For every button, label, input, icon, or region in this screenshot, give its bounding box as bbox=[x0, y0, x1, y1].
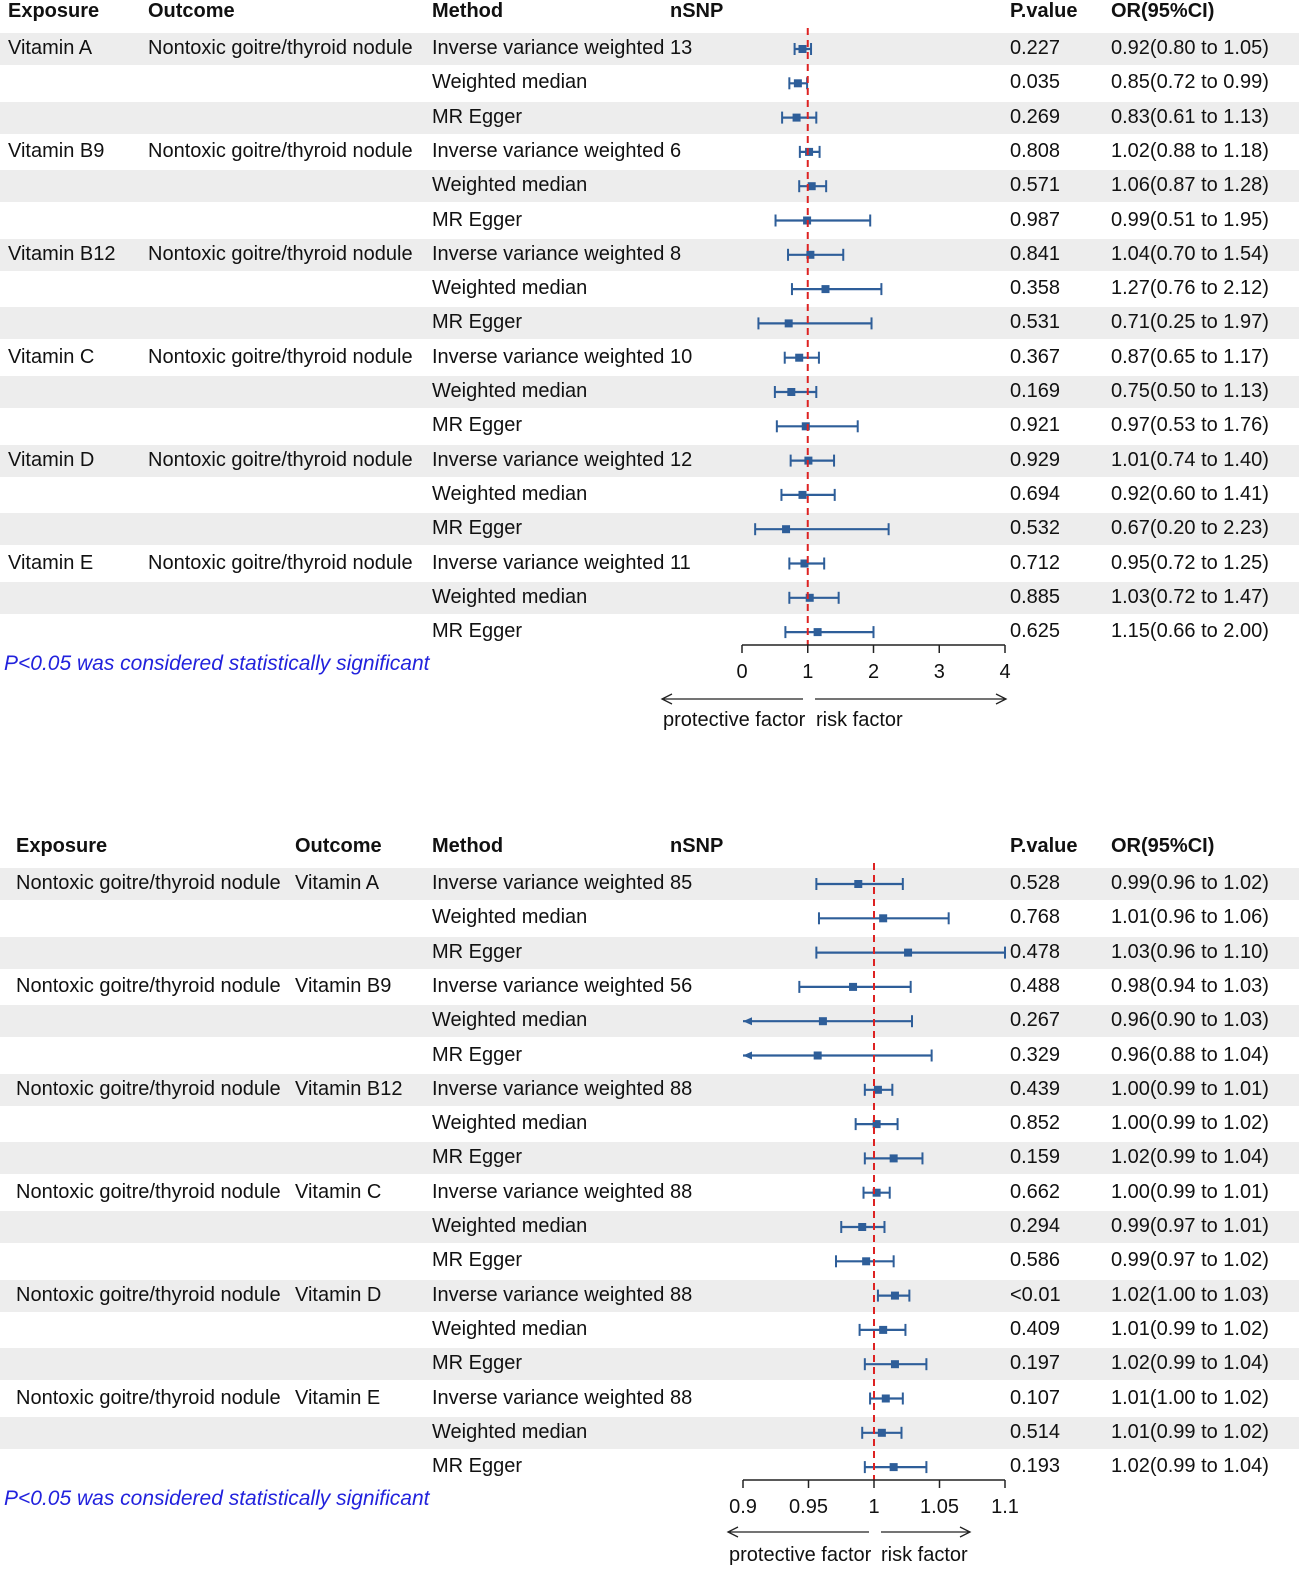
outcome-cell: Nontoxic goitre/thyroid nodule bbox=[148, 345, 413, 368]
method-cell: Weighted median bbox=[432, 906, 588, 929]
or-ci-cell: 0.99(0.97 to 1.01) bbox=[1111, 1215, 1269, 1237]
method-cell: Inverse variance weighted bbox=[432, 1386, 665, 1409]
or-ci-cell: 0.92(0.60 to 1.41) bbox=[1111, 482, 1269, 505]
nsnp-cell: 6 bbox=[670, 139, 682, 162]
exposure-cell: Nontoxic goitre/thyroid nodule bbox=[16, 1386, 281, 1409]
pvalue-cell: 0.159 bbox=[1010, 1146, 1061, 1169]
method-cell: Inverse variance weighted bbox=[432, 1077, 665, 1100]
or-ci-cell: 1.02(0.88 to 1.18) bbox=[1111, 139, 1269, 162]
or-ci-cell: 1.03(0.72 to 1.47) bbox=[1111, 585, 1269, 608]
or-ci-cell: 1.02(0.99 to 1.04) bbox=[1111, 1455, 1269, 1478]
outcome-cell: Vitamin D bbox=[295, 1283, 382, 1306]
method-cell: Inverse variance weighted bbox=[432, 974, 665, 997]
or-ci-cell: 1.02(0.99 to 1.04) bbox=[1111, 1146, 1269, 1169]
or-ci-cell: 0.85(0.72 to 0.99) bbox=[1111, 71, 1269, 94]
pvalue-cell: 0.841 bbox=[1010, 242, 1061, 265]
method-cell: MR Egger bbox=[432, 517, 523, 540]
point-estimate bbox=[879, 914, 887, 922]
x-tick-label: 2 bbox=[867, 661, 880, 683]
nsnp-cell: 12 bbox=[670, 448, 693, 471]
method-cell: Weighted median bbox=[432, 1420, 588, 1443]
pvalue-cell: 0.662 bbox=[1010, 1180, 1061, 1203]
exposure-cell: Nontoxic goitre/thyroid nodule bbox=[16, 974, 281, 997]
pvalue-cell: 0.478 bbox=[1010, 940, 1061, 963]
method-cell: MR Egger bbox=[432, 414, 523, 437]
point-estimate bbox=[879, 1326, 887, 1334]
or-ci-cell: 0.99(0.51 to 1.95) bbox=[1111, 208, 1269, 231]
header-or-ci: OR(95%CI) bbox=[1111, 0, 1215, 22]
method-cell: MR Egger bbox=[432, 1043, 523, 1066]
protective-factor-label: protective factor bbox=[729, 1544, 872, 1566]
header-outcome: Outcome bbox=[148, 0, 235, 22]
pvalue-cell: 0.571 bbox=[1010, 174, 1061, 197]
or-ci-cell: 1.27(0.76 to 2.12) bbox=[1111, 277, 1269, 300]
exposure-cell: Vitamin A bbox=[8, 37, 93, 59]
x-tick-label: 0.95 bbox=[789, 1496, 828, 1518]
risk-factor-label: risk factor bbox=[816, 709, 903, 731]
nsnp-cell: 10 bbox=[670, 345, 693, 368]
pvalue-cell: 0.987 bbox=[1010, 208, 1061, 231]
point-estimate bbox=[874, 1086, 882, 1094]
method-cell: MR Egger bbox=[432, 311, 523, 334]
nsnp-cell: 56 bbox=[670, 974, 693, 997]
or-ci-cell: 1.00(0.99 to 1.01) bbox=[1111, 1077, 1269, 1100]
pvalue-cell: 0.197 bbox=[1010, 1352, 1061, 1375]
pvalue-cell: 0.531 bbox=[1010, 311, 1061, 334]
pvalue-cell: 0.409 bbox=[1010, 1317, 1061, 1340]
pvalue-cell: 0.439 bbox=[1010, 1077, 1061, 1100]
nsnp-cell: 88 bbox=[670, 1180, 693, 1203]
method-cell: Inverse variance weighted bbox=[432, 242, 665, 265]
header-pvalue: P.value bbox=[1010, 835, 1078, 857]
point-estimate bbox=[794, 79, 802, 87]
or-ci-cell: 0.98(0.94 to 1.03) bbox=[1111, 974, 1269, 997]
method-cell: Inverse variance weighted bbox=[432, 139, 665, 162]
or-ci-cell: 0.87(0.65 to 1.17) bbox=[1111, 345, 1269, 368]
or-ci-cell: 0.99(0.97 to 1.02) bbox=[1111, 1249, 1269, 1272]
pvalue-cell: 0.329 bbox=[1010, 1043, 1061, 1066]
or-ci-cell: 0.97(0.53 to 1.76) bbox=[1111, 414, 1269, 437]
pvalue-cell: 0.358 bbox=[1010, 277, 1061, 300]
point-estimate bbox=[805, 148, 813, 156]
method-cell: Inverse variance weighted bbox=[432, 448, 665, 471]
pvalue-cell: 0.169 bbox=[1010, 380, 1061, 402]
forest-panel-thyroid-to-vitamins bbox=[0, 835, 1299, 1586]
method-cell: Inverse variance weighted bbox=[432, 872, 665, 894]
exposure-cell: Nontoxic goitre/thyroid nodule bbox=[16, 1283, 281, 1306]
or-ci-cell: 0.75(0.50 to 1.13) bbox=[1111, 380, 1269, 402]
pvalue-cell: 0.269 bbox=[1010, 105, 1061, 128]
or-ci-cell: 0.99(0.96 to 1.02) bbox=[1111, 872, 1269, 894]
outcome-cell: Nontoxic goitre/thyroid nodule bbox=[148, 448, 413, 471]
point-estimate bbox=[822, 285, 830, 293]
significance-footnote: P<0.05 was considered statistically significant bbox=[4, 652, 430, 675]
x-tick-label: 3 bbox=[933, 661, 945, 683]
point-estimate bbox=[814, 628, 822, 636]
header-pvalue: P.value bbox=[1010, 0, 1078, 22]
or-ci-cell: 1.01(0.99 to 1.02) bbox=[1111, 1317, 1269, 1340]
pvalue-cell: 0.532 bbox=[1010, 517, 1061, 540]
point-estimate bbox=[854, 880, 862, 888]
point-estimate bbox=[814, 1052, 822, 1060]
method-cell: Weighted median bbox=[432, 277, 588, 300]
pvalue-cell: 0.929 bbox=[1010, 448, 1061, 471]
point-estimate bbox=[808, 182, 816, 190]
pvalue-cell: 0.367 bbox=[1010, 345, 1061, 368]
nsnp-cell: 88 bbox=[670, 1283, 693, 1306]
x-tick-label: 0 bbox=[736, 661, 748, 683]
pvalue-cell: 0.267 bbox=[1010, 1009, 1061, 1032]
method-cell: Weighted median bbox=[432, 1215, 588, 1237]
pvalue-cell: 0.107 bbox=[1010, 1386, 1061, 1409]
point-estimate bbox=[878, 1429, 886, 1437]
nsnp-cell: 85 bbox=[670, 872, 693, 894]
method-cell: MR Egger bbox=[432, 1352, 523, 1375]
exposure-cell: Nontoxic goitre/thyroid nodule bbox=[16, 872, 281, 894]
ci-clip-arrow bbox=[743, 1052, 752, 1060]
nsnp-cell: 11 bbox=[670, 551, 691, 574]
method-cell: Weighted median bbox=[432, 585, 588, 608]
pvalue-cell: 0.488 bbox=[1010, 974, 1061, 997]
method-cell: Weighted median bbox=[432, 1009, 588, 1032]
point-estimate bbox=[793, 114, 801, 122]
pvalue-cell: 0.035 bbox=[1010, 71, 1061, 94]
outcome-cell: Vitamin B12 bbox=[295, 1077, 403, 1100]
or-ci-cell: 1.15(0.66 to 2.00) bbox=[1111, 620, 1269, 643]
method-cell: Inverse variance weighted bbox=[432, 1283, 665, 1306]
outcome-cell: Vitamin A bbox=[295, 872, 380, 894]
pvalue-cell: 0.294 bbox=[1010, 1215, 1061, 1237]
or-ci-cell: 0.71(0.25 to 1.97) bbox=[1111, 311, 1269, 334]
nsnp-cell: 88 bbox=[670, 1077, 693, 1100]
or-ci-cell: 0.83(0.61 to 1.13) bbox=[1111, 105, 1269, 128]
method-cell: MR Egger bbox=[432, 1249, 523, 1272]
exposure-cell: Vitamin C bbox=[8, 345, 95, 368]
x-tick-label: 1.05 bbox=[920, 1496, 959, 1518]
or-ci-cell: 1.02(1.00 to 1.03) bbox=[1111, 1283, 1269, 1306]
exposure-cell: Vitamin B12 bbox=[8, 242, 116, 265]
point-estimate bbox=[849, 983, 857, 991]
header-or-ci: OR(95%CI) bbox=[1111, 835, 1215, 857]
pvalue-cell: 0.625 bbox=[1010, 620, 1061, 643]
outcome-cell: Vitamin E bbox=[295, 1386, 381, 1409]
exposure-cell: Vitamin B9 bbox=[8, 139, 105, 162]
pvalue-cell: 0.808 bbox=[1010, 139, 1061, 162]
pvalue-cell: <0.01 bbox=[1010, 1283, 1061, 1306]
pvalue-cell: 0.193 bbox=[1010, 1455, 1061, 1478]
point-estimate bbox=[891, 1360, 899, 1368]
or-ci-cell: 1.00(0.99 to 1.02) bbox=[1111, 1112, 1269, 1135]
nsnp-cell: 13 bbox=[670, 37, 693, 59]
exposure-cell: Vitamin D bbox=[8, 448, 95, 471]
point-estimate bbox=[782, 525, 790, 533]
significance-footnote: P<0.05 was considered statistically significant bbox=[4, 1487, 430, 1510]
exposure-cell: Vitamin E bbox=[8, 551, 94, 574]
pvalue-cell: 0.712 bbox=[1010, 551, 1061, 574]
point-estimate bbox=[798, 491, 806, 499]
x-tick-label: 1.1 bbox=[991, 1496, 1019, 1518]
header-nsnp: nSNP bbox=[670, 835, 724, 857]
point-estimate bbox=[798, 45, 806, 53]
method-cell: Weighted median bbox=[432, 482, 588, 505]
point-estimate bbox=[787, 388, 795, 396]
x-tick-label: 4 bbox=[999, 661, 1011, 683]
exposure-cell: Nontoxic goitre/thyroid nodule bbox=[16, 1180, 281, 1203]
or-ci-cell: 0.92(0.80 to 1.05) bbox=[1111, 37, 1269, 59]
point-estimate bbox=[890, 1463, 898, 1471]
method-cell: MR Egger bbox=[432, 105, 523, 128]
method-cell: Inverse variance weighted bbox=[432, 1180, 665, 1203]
pvalue-cell: 0.921 bbox=[1010, 414, 1061, 437]
protective-factor-label: protective factor bbox=[663, 709, 806, 731]
pvalue-cell: 0.586 bbox=[1010, 1249, 1061, 1272]
ci-clip-arrow bbox=[743, 1017, 752, 1025]
header-outcome: Outcome bbox=[295, 835, 382, 857]
method-cell: Inverse variance weighted bbox=[432, 345, 665, 368]
or-ci-cell: 1.06(0.87 to 1.28) bbox=[1111, 174, 1269, 197]
pvalue-cell: 0.768 bbox=[1010, 906, 1061, 929]
or-ci-cell: 1.01(1.00 to 1.02) bbox=[1111, 1386, 1269, 1409]
method-cell: MR Egger bbox=[432, 1455, 523, 1478]
or-ci-cell: 0.95(0.72 to 1.25) bbox=[1111, 551, 1269, 574]
x-tick-label: 1 bbox=[802, 661, 814, 683]
method-cell: Inverse variance weighted bbox=[432, 37, 665, 59]
pvalue-cell: 0.514 bbox=[1010, 1420, 1061, 1443]
nsnp-cell: 8 bbox=[670, 242, 682, 265]
header-exposure: Exposure bbox=[16, 835, 108, 857]
method-cell: MR Egger bbox=[432, 620, 523, 643]
outcome-cell: Vitamin C bbox=[295, 1180, 382, 1203]
pvalue-cell: 0.694 bbox=[1010, 482, 1061, 505]
method-cell: Weighted median bbox=[432, 174, 588, 197]
header-method: Method bbox=[432, 0, 504, 22]
or-ci-cell: 0.96(0.90 to 1.03) bbox=[1111, 1009, 1269, 1032]
header-exposure: Exposure bbox=[8, 0, 100, 22]
or-ci-cell: 1.03(0.96 to 1.10) bbox=[1111, 940, 1269, 963]
method-cell: Weighted median bbox=[432, 1317, 588, 1340]
x-tick-label: 1 bbox=[868, 1496, 880, 1518]
point-estimate bbox=[904, 949, 912, 957]
method-cell: MR Egger bbox=[432, 940, 523, 963]
or-ci-cell: 1.01(0.74 to 1.40) bbox=[1111, 448, 1269, 471]
outcome-cell: Nontoxic goitre/thyroid nodule bbox=[148, 37, 413, 59]
outcome-cell: Vitamin B9 bbox=[295, 974, 392, 997]
point-estimate bbox=[862, 1257, 870, 1265]
forest-panel-vitamins-to-thyroid bbox=[0, 0, 1299, 760]
nsnp-cell: 88 bbox=[670, 1386, 693, 1409]
or-ci-cell: 1.01(0.99 to 1.02) bbox=[1111, 1420, 1269, 1443]
header-nsnp: nSNP bbox=[670, 0, 724, 22]
pvalue-cell: 0.852 bbox=[1010, 1112, 1061, 1135]
or-ci-cell: 1.00(0.99 to 1.01) bbox=[1111, 1180, 1269, 1203]
point-estimate bbox=[882, 1395, 890, 1403]
or-ci-cell: 0.67(0.20 to 2.23) bbox=[1111, 517, 1269, 540]
risk-factor-label: risk factor bbox=[881, 1544, 968, 1566]
point-estimate bbox=[858, 1223, 866, 1231]
method-cell: Inverse variance weighted bbox=[432, 551, 665, 574]
or-ci-cell: 1.01(0.96 to 1.06) bbox=[1111, 906, 1269, 929]
or-ci-cell: 1.04(0.70 to 1.54) bbox=[1111, 242, 1269, 265]
point-estimate bbox=[819, 1017, 827, 1025]
point-estimate bbox=[890, 1154, 898, 1162]
outcome-cell: Nontoxic goitre/thyroid nodule bbox=[148, 139, 413, 162]
method-cell: Weighted median bbox=[432, 1112, 588, 1135]
or-ci-cell: 0.96(0.88 to 1.04) bbox=[1111, 1043, 1269, 1066]
or-ci-cell: 1.02(0.99 to 1.04) bbox=[1111, 1352, 1269, 1375]
outcome-cell: Nontoxic goitre/thyroid nodule bbox=[148, 242, 413, 265]
forest-plot bbox=[0, 835, 1299, 1586]
point-estimate bbox=[795, 354, 803, 362]
method-cell: Weighted median bbox=[432, 380, 588, 402]
method-cell: Weighted median bbox=[432, 71, 588, 94]
method-cell: MR Egger bbox=[432, 1146, 523, 1169]
exposure-cell: Nontoxic goitre/thyroid nodule bbox=[16, 1077, 281, 1100]
point-estimate bbox=[891, 1292, 899, 1300]
outcome-cell: Nontoxic goitre/thyroid nodule bbox=[148, 551, 413, 574]
pvalue-cell: 0.528 bbox=[1010, 872, 1061, 894]
header-method: Method bbox=[432, 835, 504, 857]
x-tick-label: 0.9 bbox=[729, 1496, 757, 1518]
point-estimate bbox=[785, 319, 793, 327]
pvalue-cell: 0.227 bbox=[1010, 37, 1061, 59]
forest-plot bbox=[0, 0, 1299, 760]
method-cell: MR Egger bbox=[432, 208, 523, 231]
pvalue-cell: 0.885 bbox=[1010, 585, 1061, 608]
